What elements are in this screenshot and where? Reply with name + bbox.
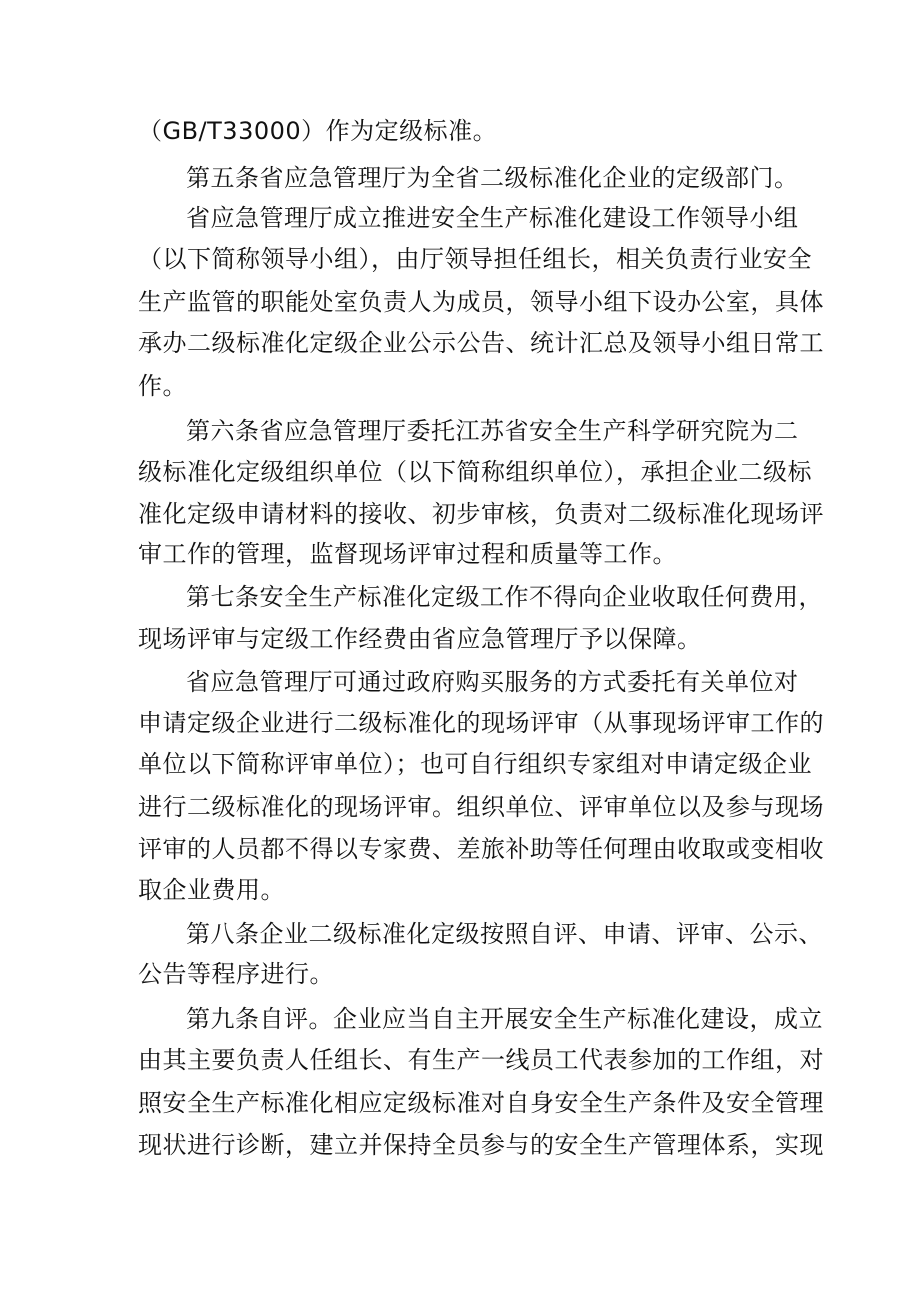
text-line: 生产监管的职能处室负责人为成员，领导小组下设办公室，具体 xyxy=(138,288,824,316)
text-line: （GB/T33000）作为定级标准。 xyxy=(138,117,498,145)
text-line: 取企业费用。 xyxy=(138,876,285,904)
text-line: 第七条安全生产标准化定级工作不得向企业收取任何费用， xyxy=(186,583,823,611)
text-line: 进行二级标准化的现场评审。组织单位、评审单位以及参与现场 xyxy=(138,793,824,821)
text-line: 审工作的管理，监督现场评审过程和质量等工作。 xyxy=(138,540,677,568)
text-line: 照安全生产标准化相应定级标准对自身安全生产条件及安全管理 xyxy=(138,1089,824,1117)
text-line: 申请定级企业进行二级标准化的现场评审（从事现场评审工作的 xyxy=(138,709,824,737)
text-line: 省应急管理厅成立推进安全生产标准化建设工作领导小组 xyxy=(186,204,799,232)
text-line: 级标准化定级组织单位（以下简称组织单位），承担企业二级标 xyxy=(138,458,812,486)
text-line: 评审的人员都不得以专家费、差旅补助等任何理由收取或变相收 xyxy=(138,835,824,863)
text-line: 单位以下简称评审单位）；也可自行组织专家组对申请定级企业 xyxy=(138,750,812,778)
text-line: 第九条自评。企业应当自主开展安全生产标准化建设，成立 xyxy=(186,1005,823,1033)
text-line: 承办二级标准化定级企业公示公告、统计汇总及领导小组日常工 xyxy=(138,329,824,357)
text-line: （以下简称领导小组），由厅领导担任组长，相关负责行业安全 xyxy=(138,245,812,273)
text-line: 准化定级申请材料的接收、初步审核，负责对二级标准化现场评 xyxy=(138,500,824,528)
text-line: 省应急管理厅可通过政府购买服务的方式委托有关单位对 xyxy=(186,668,799,696)
text-line: 现状进行诊断，建立并保持全员参与的安全生产管理体系，实现 xyxy=(138,1131,824,1159)
text-line: 公告等程序进行。 xyxy=(138,960,334,988)
text-line: 第八条企业二级标准化定级按照自评、申请、评审、公示、 xyxy=(186,920,823,948)
text-line: 第五条省应急管理厅为全省二级标准化企业的定级部门。 xyxy=(186,164,799,192)
text-line: 由其主要负责人任组长、有生产一线员工代表参加的工作组，对 xyxy=(138,1046,824,1074)
text-line: 第六条省应急管理厅委托江苏省安全生产科学研究院为二 xyxy=(186,417,799,445)
text-line: 现场评审与定级工作经费由省应急管理厅予以保障。 xyxy=(138,625,702,653)
text-line: 作。 xyxy=(138,372,187,400)
